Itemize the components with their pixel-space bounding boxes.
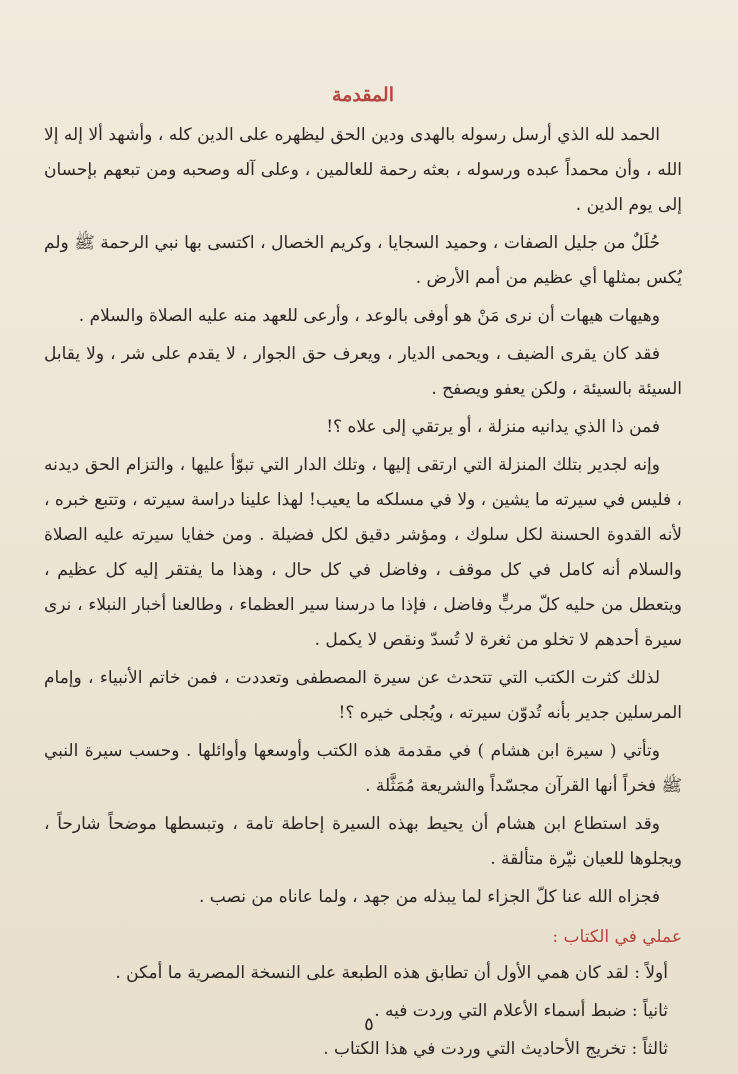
paragraph: الحمد لله الذي أرسل رسوله بالهدى ودين الحق ليظهره على الدين كله ، وأشهد ألا إله إلا الله ، وأن محمداً عبده ورسوله ، بعثه رحمة للعالمين ، وعلى آله وصحبه ومن تبعهم بإحسان إلى يوم الدين .	[44, 125, 682, 215]
work-list	[44, 954, 682, 1068]
paragraph: وقد استطاع ابن هشام أن يحيط بهذه السيرة إحاطة تامة ، وتبسطها موضحاً شارحاً ، ويجلوها للعيان نيّرة متألقة .	[44, 814, 682, 869]
page-number: ٥	[364, 1014, 374, 1035]
list-item: أولاً : لقد كان همي الأول أن تطابق هذه الطبعة على النسخة المصرية ما أمكن .	[115, 963, 668, 983]
paragraph: وهيهات هيهات أن نرى مَنْ هو أوفى بالوعد ، وأرعى للعهد منه عليه الصلاة والسلام .	[78, 306, 660, 326]
list-item: ثالثاً : تخريج الأحاديث التي وردت في هذا الكتاب .	[323, 1039, 668, 1059]
work-heading: عملي في الكتاب :	[552, 927, 682, 947]
paragraph: حُلَلٌ من جليل الصفات ، وحميد السجايا ، وكريم الخصال ، اكتسى بها نبي الرحمة ﷺ ولم يُكس بمثلها أي عظيم من أمم الأرض .	[44, 233, 682, 288]
paragraph: وتأتي ( سيرة ابن هشام ) في مقدمة هذه الكتب وأوسعها وأوائلها . وحسب سيرة النبي ﷺ فخراً أنها القرآن مجسّداً والشريعة مُمَثَّلة .	[44, 741, 682, 796]
paragraph: فجزاه الله عنا كلّ الجزاء لما يبذله من جهد ، ولما عاناه من نصب .	[198, 887, 660, 907]
page-content	[44, 78, 682, 1068]
list-item: ثانياً : ضبط أسماء الأعلام التي وردت فيه .	[374, 1001, 668, 1021]
page-title: المقدمة	[331, 84, 394, 106]
paragraph: وإنه لجدير بتلك المنزلة التي ارتقى إليها ، وتلك الدار التي تبوّأ عليها ، والتزام الحق ديدنه ، فليس في سيرته ما يشين ، ولا في مسلكه ما يعيب! لهذا علينا دراسة سيرته ، وتتبع خبره ، لأنه القدوة الحسنة لكل سلوك ، ومؤشر دقيق لكل فضيلة . ومن خفايا سيرته عليه الصلاة والسلام أنه كامل في كل موقف ، وفاضل في كل حال ، وهذا ما يفتقر إليه كل عظيم ، ويتعطل من حليه كلّ مربٍّ وفاضل ، فإذا ما درسنا سير العظماء ، وطالعنا أخبار النبلاء ، نرى سيرة أحدهم لا تخلو من ثغرة لا تُسدّ ونقص لا يكمل .	[44, 455, 682, 650]
paragraph: فمن ذا الذي يدانيه منزلة ، أو يرتقي إلى علاه ؟!	[326, 417, 660, 437]
paragraph: فقد كان يقرى الضيف ، ويحمى الديار ، ويعرف حق الجوار ، لا يقدم على شر ، ولا يقابل السيئة بالسيئة ، ولكن يعفو ويصفح .	[44, 344, 682, 399]
paragraph: لذلك كثرت الكتب التي تتحدث عن سيرة المصطفى وتعددت ، فمن خاتم الأنبياء ، وإمام المرسلين جدير بأنه تُدوّن سيرته ، ويُجلى خيره ؟!	[44, 668, 682, 723]
